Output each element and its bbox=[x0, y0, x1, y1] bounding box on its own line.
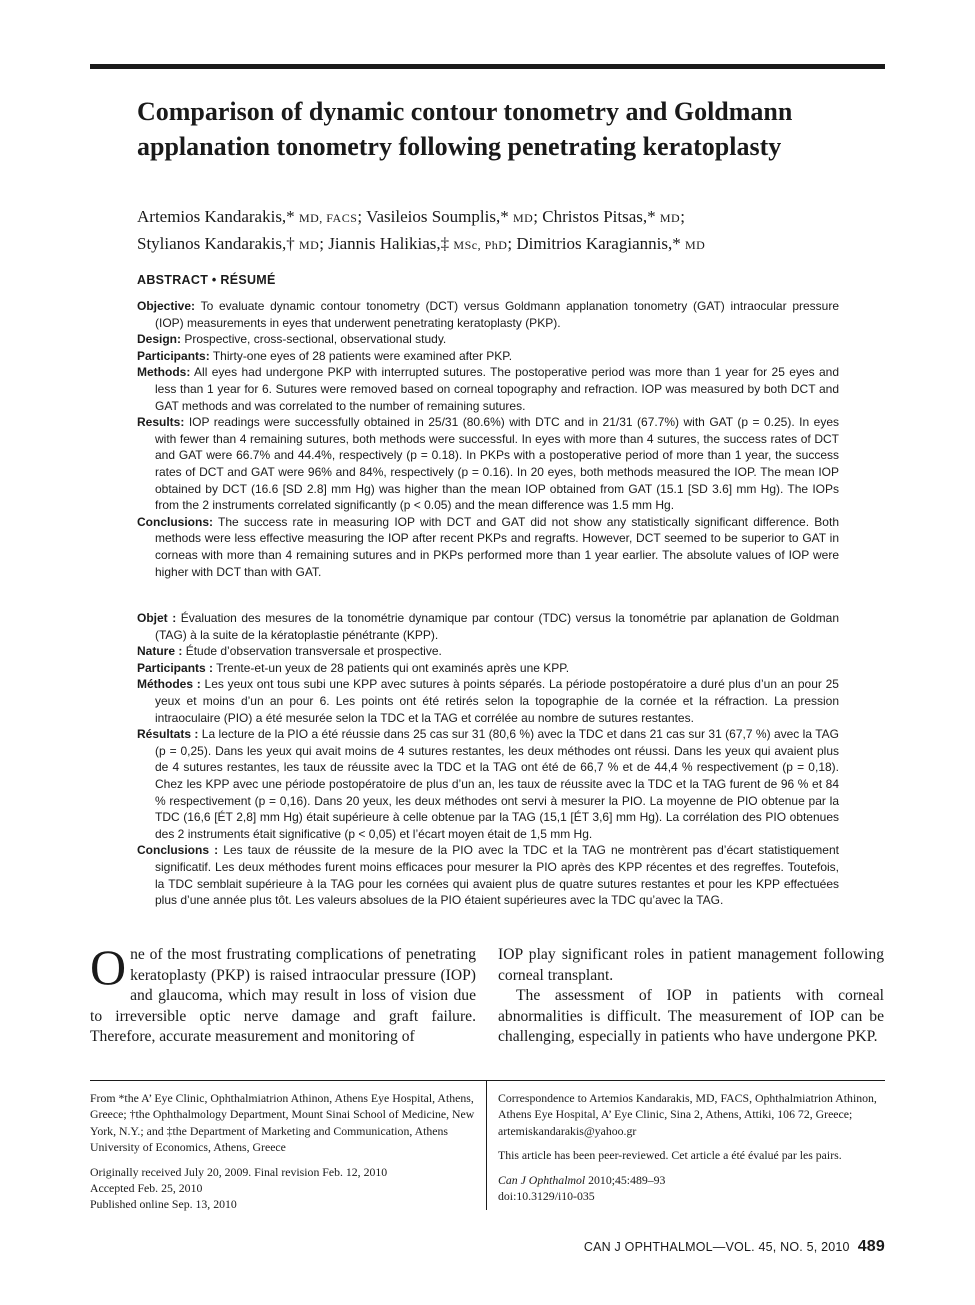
author-line-1 bbox=[137, 204, 857, 231]
page-number: 489 bbox=[857, 1238, 885, 1255]
citation-details: 2010;45:489–93 bbox=[585, 1172, 666, 1187]
author-degree: MSc, PhD bbox=[453, 238, 508, 252]
author-degree: MD bbox=[659, 211, 681, 225]
accepted-date: Accepted Feb. 25, 2010 bbox=[90, 1181, 203, 1196]
abstract-english bbox=[137, 298, 839, 580]
citation bbox=[498, 1172, 883, 1188]
abstract-item bbox=[137, 610, 839, 643]
peer-review-note: This article has been peer-reviewed. Cet article a été évalué par les pairs. bbox=[498, 1148, 842, 1163]
doi: doi:10.3129/i10-035 bbox=[498, 1189, 595, 1204]
abstract-label: Results: bbox=[137, 415, 185, 430]
author-line-2 bbox=[137, 231, 857, 258]
author-name: Stylianos Kandarakis,† bbox=[137, 234, 299, 253]
author-separator: ; bbox=[680, 207, 685, 226]
author-degree: MD bbox=[684, 238, 706, 252]
abstract-item bbox=[137, 331, 839, 348]
correspondence: Correspondence to Artemios Kandarakis, MD, FACS, Ophthalmiatrion Athinon, Athens Eye Hospital, A’ Eye Clinic, Sina 2, Athens, Attiki, 106 72, Greece; artemiskandarakis@yahoo.gr bbox=[498, 1091, 877, 1138]
abstract-label: Participants : bbox=[137, 660, 214, 675]
affiliations: From *the A’ Eye Clinic, Ophthalmiatrion Athinon, Athens Eye Hospital, Athens, Greece; †the Ophthalmology Department, Mount Sinai School of Medicine, New York, N.Y.; and ‡the Department of Marketing and Communication, Athens University of Economics, Athens, Greece bbox=[90, 1091, 475, 1155]
abstract-label: Design: bbox=[137, 332, 182, 347]
citation-journal: Can J Ophthalmol bbox=[498, 1172, 586, 1187]
abstract-text: Évaluation des mesures de la tonométrie dynamique par contour (TDC) versus la tonométrie par aplanation de Goldman (TAG) à la suite de la kératoplastie pénétrante (KPP). bbox=[155, 611, 839, 642]
abstract-item bbox=[137, 676, 839, 726]
abstract-text: Les taux de réussite de la mesure de la PIO avec la TDC et la TAG ne montrèrent pas d’écart statistiquement significatif. Les deux méthodes furent moins efficaces pour mesurer la PIO après des KPP récentes et des regreffes. Toutefois, la TDC semblait supérieure à la TAG pour les cornées qui avaient plus de quatre sutures restantes et pour les KPP effectuées plus d’une année plus tôt. Les valeurs absolues de la PIO étaient supérieures avec la TDC qu’avec la TAG. bbox=[155, 843, 839, 908]
abstract-text: Thirty-one eyes of 28 patients were examined after PKP. bbox=[212, 348, 513, 363]
journal-reference: CAN J OPHTHALMOL—VOL. 45, NO. 5, 2010 bbox=[583, 1240, 850, 1254]
received-date: Originally received July 20, 2009. Final revision Feb. 12, 2010 bbox=[90, 1164, 388, 1179]
footnote-right bbox=[498, 1090, 883, 1204]
abstract-text: Prospective, cross-sectional, observational study. bbox=[184, 332, 447, 347]
abstract-item bbox=[137, 726, 839, 842]
footnote-left bbox=[90, 1090, 475, 1213]
abstract-item bbox=[137, 643, 839, 660]
body-paragraph: The assessment of IOP in patients with corneal abnormalities is difficult. The measurement of IOP can be challenging, especially in patients who have undergone PKP. bbox=[498, 987, 884, 1046]
abstract-text: Les yeux ont tous subi une KPP avec sutures à points séparés. La période postopératoire a duré plus d’un an pour 25 yeux et moins d’un an pour 6. Les points ont été retirés selon la topographie de la cornée et la réfraction. La pression intraoculaire (PIO) a été mesurée selon la TDC et la TAG et corrélée au nombre de sutures restantes. bbox=[155, 677, 839, 725]
abstract-label: Objective: bbox=[137, 299, 196, 313]
published-date: Published online Sep. 13, 2010 bbox=[90, 1197, 237, 1212]
abstract-label: Objet : bbox=[137, 611, 177, 625]
abstract-text: Étude d’observation transversale et prospective. bbox=[185, 644, 442, 659]
author-name: ; Jiannis Halikias,‡ bbox=[319, 234, 454, 253]
abstract-heading: ABSTRACT • RÉSUMÉ bbox=[137, 273, 276, 287]
body-paragraph bbox=[90, 939, 476, 1048]
article-title: Comparison of dynamic contour tonometry and Goldmann applanation tonometry following penetrating keratoplasty bbox=[137, 97, 793, 161]
abstract-item bbox=[137, 842, 839, 908]
author-name: ; Vasileios Soumplis,* bbox=[357, 207, 513, 226]
abstract-label: Résultats : bbox=[137, 727, 199, 742]
body-column-right bbox=[498, 945, 884, 1048]
abstract-item bbox=[137, 660, 839, 677]
top-rule bbox=[90, 64, 885, 69]
abstract-label: Methods: bbox=[137, 365, 191, 380]
abstract-text: La lecture de la PIO a été réussie dans 25 cas sur 31 (80,6 %) avec la TDC et dans 21 cas sur 31 (67,7 %) avec la TAG (p = 0,25). Dans les yeux qui avait moins de 4 sutures restantes, les deux méthodes ont réussi. Dans les yeux qui avaient plus de 4 sutures restantes, les taux de réussite avec la TDC et la TAG ont été de 66,7 % et de 44,4 % respectivement (p = 0,18). Chez les KPP avec une période postopératoire de plus d’un an, les taux de réussite avec la TDC et la TAG furent de 96 % et 84 % respectivement (p = 0,16). Dans 20 yeux, les deux méthodes ont servi à mesurer la PIO. La moyenne de PIO obtenue par la TDC (16,6 [ÉT 2,8] mm Hg) était supérieure à celle obtenue par la TAG (15,1 [ÉT 3,6] mm Hg). La corrélation des PIO obtenues des 2 instruments était significative (p < 0,05) et l’écart moyen était de 1,5 mm Hg. bbox=[155, 727, 839, 841]
body-column-left bbox=[90, 939, 476, 1048]
abstract-text: All eyes had undergone PKP with interrupted sutures. The postoperative period was more than 1 year for 25 eyes and less than 1 year for 6. Sutures were removed based on corneal topography and refraction. IOP was measured by both DCT and GAT methods and was correlated to the number of remaining sutures. bbox=[155, 365, 840, 413]
abstract-label: Participants: bbox=[137, 348, 210, 363]
body-text: ne of the most frustrating complications of penetrating keratoplasty (PKP) is raised intraocular pressure (IOP) and glaucoma, which may result in loss of vision due to irreversible optic nerve damage and graft failure. Therefore, accurate measurement and monitoring of bbox=[90, 946, 476, 1046]
footnote-rule bbox=[90, 1080, 885, 1081]
abstract-item bbox=[137, 364, 839, 414]
abstract-item bbox=[137, 298, 839, 331]
abstract-french bbox=[137, 610, 839, 909]
abstract-item bbox=[137, 514, 839, 580]
author-degree: MD bbox=[298, 238, 320, 252]
abstract-text: IOP readings were successfully obtained in 25/31 (80.6%) with DTC and in 21/31 (67.7%) with GAT (p = 0.25). In eyes with fewer than 4 remaining sutures, both methods were successful. In eyes with more than 4 sutures, the success rates of DCT and GAT were 66.7% and 44.4%, respectively (p = 0.18). In PKPs with a postoperative period of more than 1 year, the success rates of DCT and GAT were 96% and 84%, respectively (p = 0.16). In 20 eyes, both methods measured the IOP. The mean IOP obtained by DCT (16.6 [SD 2.8] mm Hg) was higher than the mean IOP obtained from GAT (15.1 [SD 3.6] mm Hg). The IOPs from the 2 instruments correlated significantly (p < 0.05) and the mean difference was 1.5 mm Hg. bbox=[155, 415, 839, 513]
abstract-text: The success rate in measuring IOP with DCT and GAT did not show any statistically significant difference. Both methods were less effective measuring the IOP after recent PKPs and regrafts. However, DCT seemed to be superior to GAT in corneas with more than 4 remaining sutures and in PKPs performed more than 1 year earlier. The absolute values of IOP were higher with DCT than with GAT. bbox=[155, 514, 839, 579]
author-name: Artemios Kandarakis,* bbox=[137, 207, 299, 226]
body-paragraph: IOP play significant roles in patient management following corneal transplant. bbox=[498, 946, 884, 984]
drop-cap: O bbox=[90, 939, 127, 995]
abstract-item bbox=[137, 414, 839, 514]
running-footer bbox=[584, 1238, 885, 1256]
author-name: ; Christos Pitsas,* bbox=[533, 207, 660, 226]
author-degree: MD bbox=[512, 211, 534, 225]
abstract-label: Nature : bbox=[137, 644, 183, 659]
abstract-item bbox=[137, 348, 839, 365]
author-degree: MD, FACS bbox=[298, 211, 358, 225]
abstract-text: To evaluate dynamic contour tonometry (DCT) versus Goldmann applanation tonometry (GAT) intraocular pressure (IOP) measurements in eyes that underwent penetrating keratoplasty (PKP). bbox=[155, 299, 840, 330]
abstract-label: Méthodes : bbox=[137, 677, 201, 692]
abstract-label: Conclusions : bbox=[137, 843, 219, 858]
footnote-column-divider bbox=[486, 1080, 487, 1210]
author-name: ; Dimitrios Karagiannis,* bbox=[507, 234, 685, 253]
author-list bbox=[137, 204, 857, 258]
abstract-text: Trente-et-un yeux de 28 patients qui ont examinés après une KPP. bbox=[216, 660, 570, 675]
abstract-label: Conclusions: bbox=[137, 514, 214, 529]
